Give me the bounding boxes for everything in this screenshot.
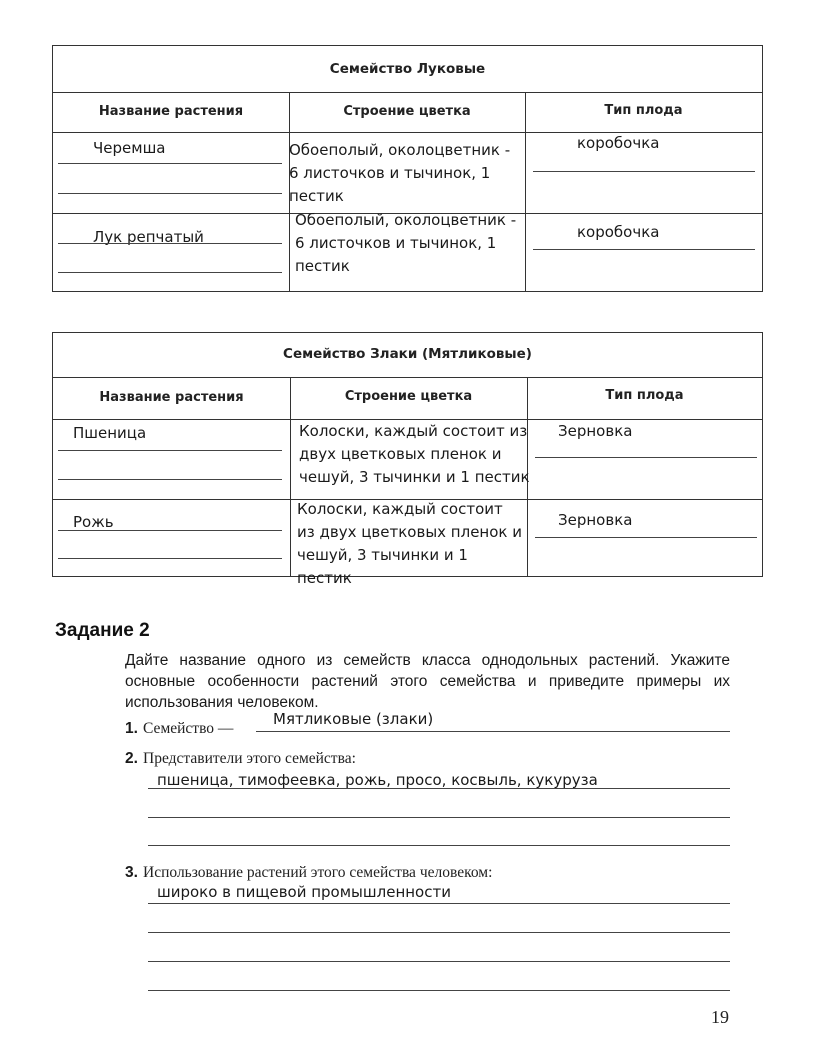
table-title: Семейство Луковые	[329, 61, 486, 77]
item-answer: Мятликовые (злаки)	[273, 710, 434, 728]
answer-line	[58, 243, 282, 244]
item-answer: широко в пищевой промышленности	[157, 883, 451, 901]
page-number: 19	[711, 1007, 729, 1027]
answer-line	[148, 932, 730, 933]
item-number: 3.	[125, 864, 138, 881]
item-number: 1.	[125, 720, 138, 737]
item-number: 2.	[125, 750, 138, 767]
answer-line	[148, 903, 730, 904]
answer-line	[58, 163, 282, 164]
answer-line	[148, 788, 730, 789]
divider	[525, 92, 526, 291]
divider	[53, 377, 762, 378]
item-label: Использование растений этого семейства человеком:	[143, 864, 493, 881]
answer-line	[256, 731, 730, 732]
table-zlaki	[52, 332, 763, 587]
fruit-type: Зерновка	[558, 422, 633, 440]
flower-structure: Обоеполый, околоцветник - 6 листочков и тычинок, 1 пестик	[295, 211, 517, 275]
answer-line	[58, 558, 282, 559]
fruit-type: коробочка	[577, 223, 660, 241]
task-instruction: Дайте название одного из семейств класса однодольных растений. Укажите основные особенности растений этого семейства и приведите примеры их использования человеком.	[125, 652, 730, 711]
answer-line	[148, 961, 730, 962]
task-item-2	[125, 748, 730, 848]
column-header: Тип плода	[605, 388, 684, 403]
divider	[53, 92, 762, 93]
answer-line	[58, 193, 282, 194]
answer-line	[58, 272, 282, 273]
plant-name: Пшеница	[73, 424, 147, 442]
answer-line	[533, 249, 755, 250]
column-header: Название растения	[98, 104, 244, 119]
item-label: Семейство —	[143, 720, 234, 737]
flower-structure: Колоски, каждый состоит из двух цветковых пленок и чешуй, 3 тычинки и 1 пестик	[297, 500, 522, 587]
column-header: Строение цветка	[344, 389, 473, 404]
task-item-1	[125, 710, 730, 742]
table-title: Семейство Злаки (Мятликовые)	[283, 346, 532, 362]
answer-line	[148, 817, 730, 818]
flower-structure: Колоски, каждый состоит из двух цветковых пленок и чешуй, 3 тычинки и 1 пестик	[299, 422, 530, 486]
task-item-3	[125, 862, 730, 997]
plant-name: Рожь	[73, 513, 114, 531]
divider	[290, 377, 291, 576]
column-header: Название растения	[99, 390, 244, 405]
plant-name: Лук репчатый	[93, 228, 204, 246]
answer-line	[58, 450, 282, 451]
answer-line	[148, 845, 730, 846]
column-header: Тип плода	[604, 103, 683, 118]
answer-line	[58, 479, 282, 480]
column-header: Строение цветка	[343, 104, 471, 119]
plant-name: Черемша	[93, 139, 166, 157]
table-lukovye	[52, 45, 763, 292]
answer-line	[535, 457, 757, 458]
fruit-type: коробочка	[577, 134, 660, 152]
answer-line	[535, 537, 757, 538]
answer-line	[148, 990, 730, 991]
flower-structure: Обоеполый, околоцветник - 6 листочков и тычинок, 1 пестик	[289, 141, 511, 205]
item-answer: пшеница, тимофеевка, рожь, просо, косвыль, кукуруза	[157, 771, 598, 789]
item-label: Представители этого семейства:	[143, 750, 356, 767]
fruit-type: Зерновка	[558, 511, 633, 529]
task-heading: Задание 2	[55, 620, 150, 641]
answer-line	[58, 530, 282, 531]
answer-line	[533, 171, 755, 172]
